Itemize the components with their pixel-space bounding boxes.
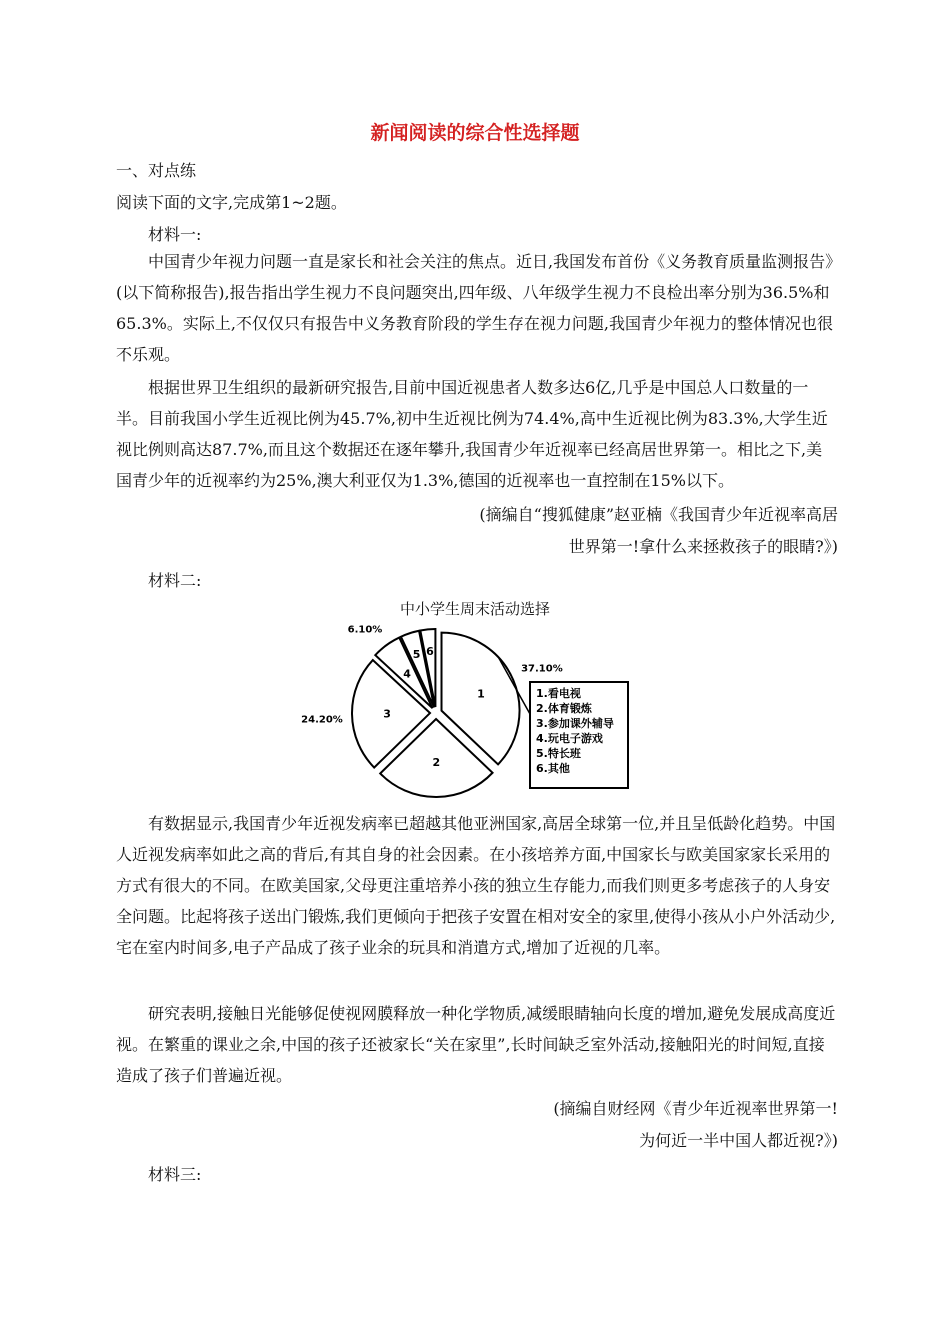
material1-paragraph-2-text: 根据世界卫生组织的最新研究报告,目前中国近视患者人数多达6亿,几乎是中国总人口数量的一半。目前我国小学生近视比例为45.7%,初中生近视比例为74.4%,高中生近视比例为83.3%,大学生近视比例则高达87.7%,而且这个数据还在逐年攀升,我国青少年近视率已经高居世界第一。相比之下,美国青少年的近视率约为25%,澳大利亚仅为1.3%,德国的近视率也一直控制在15%以下。 bbox=[116, 378, 828, 490]
legend-entry: 4.玩电子游戏 bbox=[536, 732, 603, 745]
legend-entry: 1.看电视 bbox=[536, 687, 581, 700]
material2-paragraph-2-text: 研究表明,接触日光能够促使视网膜释放一种化学物质,减缓眼睛轴向长度的增加,避免发展成高度近视。在繁重的课业之余,中国的孩子还被家长“关在家里”,长时间缺乏室外活动,接触阳光的时间短,直接造成了孩子们普遍近视。 bbox=[116, 1004, 836, 1085]
pie-slice-number: 3 bbox=[383, 707, 391, 721]
pie-slice-number: 5 bbox=[412, 647, 421, 661]
material2-paragraph-2 bbox=[116, 998, 838, 1091]
material2-source-line-2: 为何近一半中国人都近视?》) bbox=[639, 1131, 838, 1150]
legend-entry: 2.体育锻炼 bbox=[536, 702, 592, 715]
pie-value-label: 24.20% bbox=[301, 714, 343, 726]
material2-source-line-1: (摘编自财经网《青少年近视率世界第一! bbox=[553, 1099, 838, 1118]
material1-source-line-2: 世界第一!拿什么来拯救孩子的眼睛?》) bbox=[568, 537, 838, 556]
activity-pie-chart bbox=[300, 618, 660, 808]
pie-slice-number: 1 bbox=[477, 687, 485, 701]
legend-entry: 5.特长班 bbox=[536, 747, 581, 760]
material1-paragraph-2 bbox=[116, 372, 838, 496]
material2-label: 材料二: bbox=[148, 571, 202, 590]
instruction-text: 阅读下面的文字,完成第1~2题。 bbox=[116, 193, 347, 212]
page-title: 新闻阅读的综合性选择题 bbox=[370, 122, 580, 144]
pie-value-label bbox=[381, 618, 416, 619]
pie-slice-number: 4 bbox=[403, 667, 411, 681]
material1-paragraph-1 bbox=[116, 246, 838, 370]
pie-value-label: 6.10% bbox=[347, 624, 383, 636]
material2-paragraph-1 bbox=[116, 808, 838, 963]
material1-label: 材料一: bbox=[148, 225, 202, 244]
pie-value-label: 37.10% bbox=[521, 663, 563, 675]
pie-slice-number: 6 bbox=[426, 645, 434, 659]
legend-entry: 6.其他 bbox=[536, 762, 570, 775]
legend-entry: 3.参加课外辅导 bbox=[536, 717, 614, 730]
chart-title: 中小学生周末活动选择 bbox=[399, 600, 550, 618]
material1-source-line-1: (摘编自“搜狐健康”赵亚楠《我国青少年近视率高居 bbox=[479, 505, 838, 524]
pie-slice-number: 2 bbox=[432, 755, 441, 769]
material3-label: 材料三: bbox=[148, 1165, 202, 1184]
material1-paragraph-1-text: 中国青少年视力问题一直是家长和社会关注的焦点。近日,我国发布首份《义务教育质量监测报告》(以下简称报告),报告指出学生视力不良问题突出,四年级、八年级学生视力不良检出率分别为36.5%和65.3%。实际上,不仅仅只有报告中义务教育阶段的学生存在视力问题,我国青少年视力的整体情况也很不乐观。 bbox=[116, 252, 834, 364]
section-heading: 一、对点练 bbox=[116, 161, 197, 180]
material2-paragraph-1-text: 有数据显示,我国青少年近视发病率已超越其他亚洲国家,高居全球第一位,并且呈低龄化趋势。中国人近视发病率如此之高的背后,有其自身的社会因素。在小孩培养方面,中国家长与欧美国家家长采用的方式有很大的不同。在欧美国家,父母更注重培养小孩的独立生存能力,而我们则更多考虑孩子的人身安全问题。比起将孩子送出门锻炼,我们更倾向于把孩子安置在相对安全的家里,使得小孩从小户外活动少,宅在室内时间多,电子产品成了孩子业余的玩具和消遣方式,增加了近视的几率。 bbox=[116, 814, 836, 957]
